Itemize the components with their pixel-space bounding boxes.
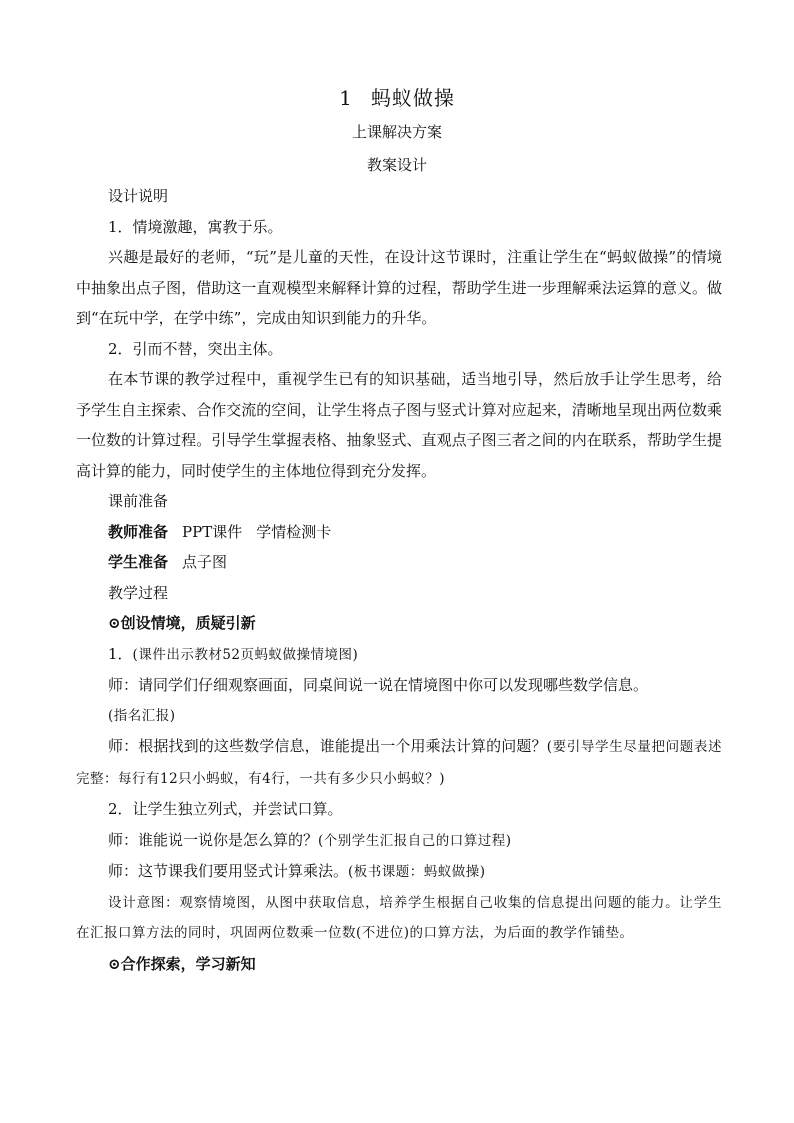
process-heading: 教学过程 <box>108 583 169 602</box>
point1-paragraph: 兴趣是最好的老师，“玩”是儿童的天性，在设计这节课时，注重让学生在“蚂蚁做操”的情境中抽象出点子图，借助这一直观模型来解释计算的过程，帮助学生进一步理解乘法运算的意义。做到“在玩中学，在学中练”，完成由知识到能力的升华。 <box>76 248 722 327</box>
teacher-preparation <box>76 517 722 548</box>
document-body <box>76 181 722 979</box>
point1-title: 1．情境激趣，寓教于乐。 <box>108 217 283 236</box>
teacher-question-4-note: (板书课题：蚂蚁做操) <box>348 864 486 880</box>
title-number: 1 <box>339 86 353 110</box>
design-notes-heading: 设计说明 <box>108 187 169 205</box>
point2-paragraph: 在本节课的教学过程中，重视学生已有的知识基础，适当地引导，然后放手让学生思考，给予学生自主探索、合作交流的空间，让学生将点子图与竖式计算对应起来，清晰地呈现出两位数乘一位数的计算过程。引导学生掌握表格、抽象竖式、直观点子图三者之间的内在联系，帮助学生提高计算的能力，同时使学生的主体地位得到充分发挥。 <box>76 370 722 480</box>
step1 <box>76 639 722 671</box>
student-prep-item-dots: 点子图 <box>182 553 228 571</box>
design-intent: 设计意图：观察情境图，从图中获取信息，培养学生根据自己收集的信息提出问题的能力。让学生在汇报口算方法的同时，巩固两位数乘一位数(不进位)的口算方法，为后面的教学作铺垫。 <box>76 894 722 941</box>
point2-title: 2．引而不替，突出主体。 <box>108 339 283 358</box>
teacher-question-2-text: 师：根据找到的这些数学信息，谁能提出一个用乘法计算的问题？ <box>108 737 547 755</box>
teacher-question-4 <box>76 856 722 888</box>
teacher-question-2-note: (要引导学生尽量把问题表述完整：每行有12只小蚂蚁，有4行，一共有多少只小蚂蚁？) <box>76 739 722 787</box>
teacher-prep-item-card: 学情检测卡 <box>256 522 332 541</box>
preparation-heading: 课前准备 <box>108 492 169 510</box>
teacher-prep-label: 教师准备 <box>108 522 169 541</box>
teacher-question-2 <box>76 731 722 794</box>
step1-note: (课件出示教材52页蚂蚁做操情境图) <box>132 646 359 663</box>
page-title <box>0 84 794 112</box>
teacher-question-1: 师：请同学们仔细观察画面，同桌间说一说在情境图中你可以发现哪些数学信息。 <box>108 676 649 694</box>
student-preparation <box>76 547 722 578</box>
teacher-question-3 <box>76 825 722 857</box>
note-report: (指名汇报) <box>108 707 176 724</box>
step2: 2．让学生独立列式，并尝试口算。 <box>108 800 343 818</box>
teacher-prep-item-ppt: PPT课件 <box>182 522 243 541</box>
subtitle-solution: 上课解决方案 <box>351 123 442 141</box>
teacher-question-3-text: 师：谁能说一说你是怎么算的？ <box>108 830 319 849</box>
title-text: 蚂蚁做操 <box>370 86 455 110</box>
step1-number: 1． <box>108 644 133 663</box>
subtitle-lesson-design: 教案设计 <box>366 156 427 174</box>
section1-title: ⊙创设情境，质疑引新 <box>108 614 256 632</box>
section2-title: ⊙合作探索，学习新知 <box>108 954 256 973</box>
teacher-question-3-note: (个别学生汇报自己的口算过程) <box>318 832 512 849</box>
student-prep-label: 学生准备 <box>108 553 169 571</box>
teacher-question-4-text: 师：这节课我们要用竖式计算乘法。 <box>108 862 349 880</box>
